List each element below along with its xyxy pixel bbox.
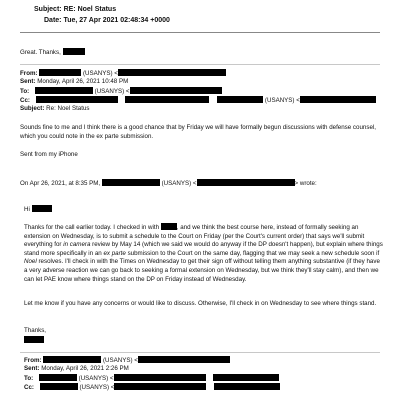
subject-value: Re: Noel Status (46, 105, 90, 112)
redaction-block (138, 356, 230, 363)
redaction-block (214, 383, 280, 390)
message1-signature: Sent from my iPhone (20, 151, 78, 158)
redaction-block (114, 374, 206, 381)
redaction-block (40, 383, 78, 390)
redaction-block (114, 383, 206, 390)
redaction-block (43, 356, 101, 363)
sent-label: Sent: (24, 365, 40, 372)
sent-value: Monday, April 26, 2021 10:48 PM (37, 78, 129, 85)
redaction-block (24, 336, 44, 343)
redaction-block (32, 205, 52, 212)
quoted-greeting (24, 205, 52, 215)
quoted-closing: Thanks, (24, 327, 47, 334)
redaction-block (102, 179, 160, 186)
para1-text: submission to the Court on the same day, flagging that we may seek a new schedule soon if (127, 249, 380, 257)
date-value: Tue, 27 Apr 2021 02:48:34 +0000 (63, 17, 170, 24)
greeting-text: Hi (24, 206, 30, 213)
redaction-block (118, 69, 226, 76)
para1-italic-text: ex parte (103, 249, 126, 257)
from-org: (USANYS) < (103, 357, 138, 364)
cc-org: (USANYS) < (264, 97, 300, 104)
reply-text: Great. Thanks, (20, 49, 61, 56)
cc-org: (USANYS) < (79, 384, 115, 391)
message-divider (20, 64, 380, 65)
reply-line (20, 48, 85, 58)
message1-body: Sounds fine to me and I think there is a good chance that by Friday we will have formally begun discussions with defense counsel, which you could note in the ex parte submission. (20, 124, 376, 140)
email-subject-header (34, 6, 116, 15)
quoted-paragraph-1 (24, 223, 384, 284)
to-org: (USANYS) < (94, 88, 130, 95)
quoted-intro-org: (USANYS) < (161, 180, 197, 187)
quoted-paragraph-2: Let me know if you have any concerns or would like to discuss. Otherwise, I'll check in on Wednesday to see where things stand. (24, 300, 377, 307)
para1-text: , and we think the best course here, instead of formally seeking an extension on Wednesday, is to submit a schedule to the Court on Friday (per the Court's current order) that says we'll submit everything for (24, 224, 365, 249)
subject-label: Subject: (34, 6, 62, 13)
date-label: Date: (44, 17, 62, 24)
subject-value: RE: Noel Status (63, 6, 117, 13)
quoted-intro-suffix: > wrote: (294, 180, 317, 187)
quoted-intro (20, 179, 317, 189)
redaction-block (35, 87, 93, 94)
from-label: From: (24, 357, 42, 364)
to-label: To: (24, 375, 34, 382)
redaction-block (39, 69, 81, 76)
redaction-block (39, 374, 77, 381)
redaction-block (213, 374, 279, 381)
to-org: (USANYS) < (78, 375, 114, 382)
redaction-block (125, 96, 209, 103)
to-label: To: (20, 88, 30, 95)
sent-label: Sent: (20, 78, 36, 85)
redaction-block (161, 223, 177, 230)
redaction-block (63, 48, 85, 55)
from-org: (USANYS) < (83, 70, 118, 77)
subject-label: Subject: (20, 105, 45, 112)
message2-sent (24, 365, 129, 374)
message2-cc (24, 383, 280, 393)
para1-italic-text: in camera (63, 241, 91, 249)
para1-text: Thanks for the call earlier today. I checked in with (24, 224, 160, 231)
message1-sent (20, 78, 128, 87)
para1-italic-text: Noel (24, 258, 37, 266)
from-label: From: (20, 70, 38, 77)
redaction-block (36, 96, 118, 103)
para1-text: review by May 14 (which we said we would do anyway if the DP doesn't happen), but explain where things stand more specifically in an (24, 241, 383, 257)
quoted-signature (24, 336, 44, 346)
para1-text: resolves. I'll check in with the Times on Wednesday to get their sign off without telling them anything substantive (if they have a very adverse reaction we can go back to seeking a formal extension on Wednesday, but we think they'll stay calm), and then we can let PAE know where things stand on the DP on Friday instead of Wednesday. (24, 258, 380, 283)
message-divider (20, 352, 380, 353)
redaction-block (300, 96, 376, 103)
email-date-header (34, 17, 170, 26)
header-divider (20, 32, 380, 33)
quoted-intro-prefix: On Apr 26, 2021, at 8:35 PM, (20, 180, 101, 187)
redaction-block (197, 179, 295, 186)
sent-value: Monday, April 26, 2021 2:26 PM (41, 365, 129, 372)
redaction-block (217, 96, 263, 103)
redaction-block (130, 87, 222, 94)
cc-label: Cc: (24, 384, 34, 391)
message1-subject (20, 105, 90, 114)
cc-label: Cc: (20, 97, 30, 104)
